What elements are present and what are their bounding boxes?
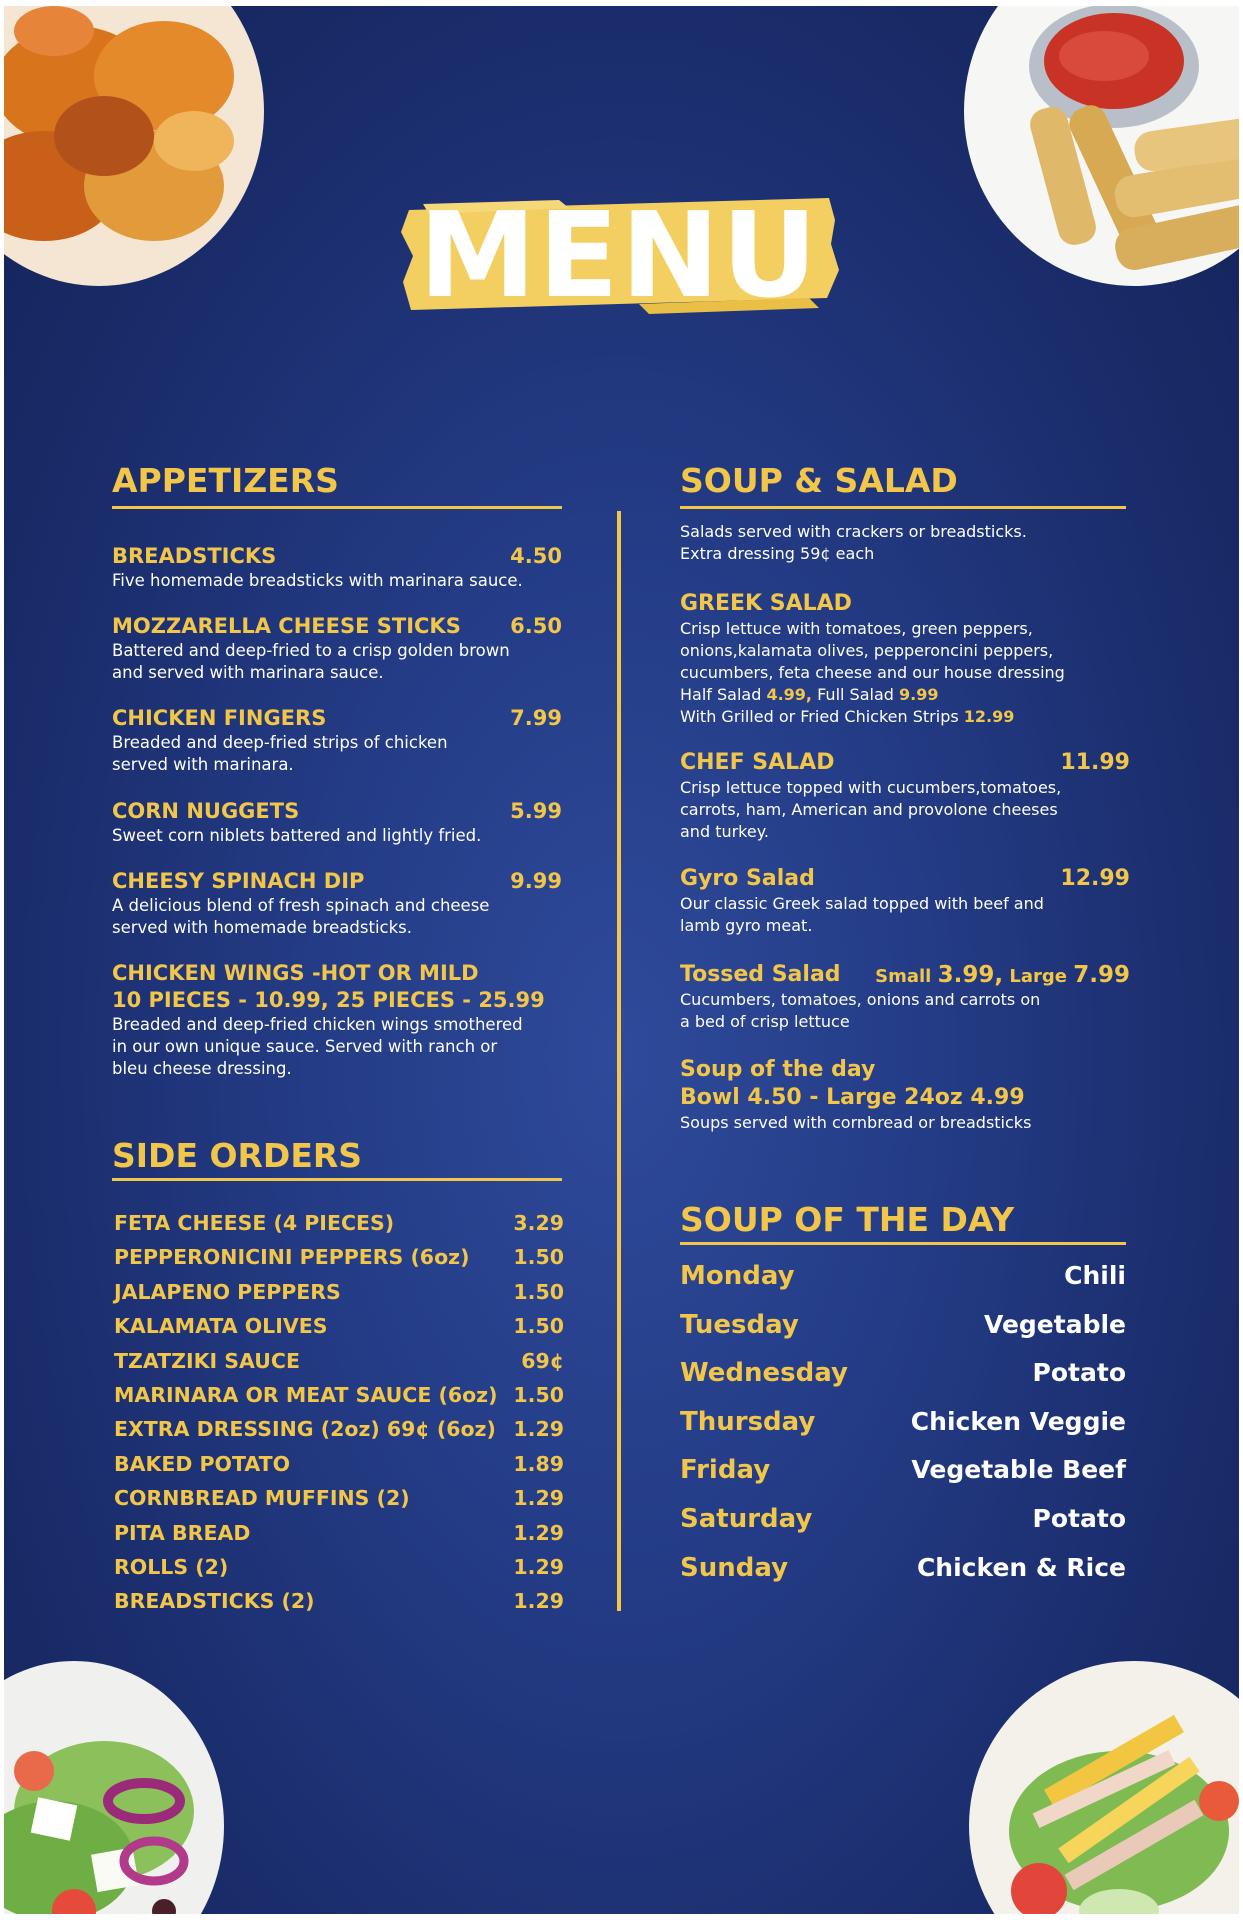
item-price: 11.99 [1060,750,1130,775]
side-price: 3.29 [513,1211,564,1235]
small-label: Small [875,966,938,987]
item-description: Cucumbers, tomatoes, onions and carrots on [680,990,1041,1009]
list-item [114,1309,564,1343]
side-name: CORNBREAD MUFFINS (2) [114,1486,410,1511]
day-soup: Chicken & Rice [916,1552,1126,1582]
list-item [114,1516,564,1550]
item-name: CHEESY SPINACH DIP [112,869,365,893]
small-price: 3.99, [937,962,1004,988]
item-description: Crisp lettuce topped with cucumbers,tomatoes, [680,778,1062,797]
day-soup: Vegetable Beef [911,1455,1126,1485]
list-item [114,1481,564,1515]
side-name: KALAMATA OLIVES [114,1314,328,1339]
side-orders-underline [112,1178,562,1181]
item-price: 5.99 [510,799,562,823]
side-orders-list [114,1206,564,1619]
greek-salad-item [680,590,1130,728]
side-price: 1.50 [513,1314,564,1339]
item-description: Crisp lettuce with tomatoes, green peppers, [680,619,1033,638]
day-soup: Chili [1064,1261,1126,1290]
item-description: onions,kalamata olives, pepperoncini peppers, [680,641,1054,660]
list-item [114,1550,564,1584]
item-name: Soup of the day [680,1057,876,1082]
item-name: GREEK SALAD [680,591,852,616]
menu-title-block [399,186,839,324]
menu-title: MENU [418,186,820,324]
item-name: MOZZARELLA CHEESE STICKS [112,614,461,638]
side-name: FETA CHEESE (4 PIECES) [114,1211,395,1235]
list-item [680,1402,1126,1451]
appetizer-cheesy-spinach-dip [112,868,562,939]
grilled-price: 12.99 [963,707,1015,726]
item-description: carrots, ham, American and provolone cheeses [680,800,1058,819]
item-description: A delicious blend of fresh spinach and cheese [112,896,490,915]
list-item [114,1378,564,1412]
soup-salad-underline [680,506,1126,509]
greek-chicken-price [680,706,1130,728]
list-item [114,1275,564,1309]
list-item [114,1584,564,1618]
side-price: 1.50 [513,1245,564,1270]
side-price: 1.50 [513,1382,564,1407]
side-price: 1.29 [513,1554,564,1579]
list-item [680,1450,1126,1499]
side-price: 1.50 [513,1279,564,1304]
soup-salad-heading: SOUP & SALAD [680,461,958,500]
chef-salad-item [680,749,1130,843]
menu-page [4,6,1239,1914]
appetizer-corn-nuggets [112,798,562,847]
list-item [680,1548,1126,1597]
day-soup: Vegetable [983,1309,1126,1339]
greek-salad-photo [4,1661,224,1914]
item-description: Battered and deep-fried to a crisp golden brown [112,641,510,660]
day-name: Monday [680,1261,795,1291]
greek-size-prices [680,684,1130,706]
soup-schedule [680,1256,1126,1596]
day-name: Friday [680,1455,771,1486]
side-name: BREADSTICKS (2) [114,1589,315,1614]
list-item [680,1353,1126,1402]
soup-salad-intro [680,521,1130,565]
item-description: Soups served with cornbread or breadsticks [680,1113,1032,1132]
list-item [114,1206,564,1240]
grilled-label: With Grilled or Fried Chicken Strips [680,707,964,726]
day-soup: Potato [1032,1503,1126,1533]
side-price: 1.29 [513,1417,564,1442]
side-price: 1.29 [513,1589,564,1614]
day-soup: Potato [1032,1358,1126,1388]
full-label: Full Salad [812,685,899,704]
side-price: 1.29 [513,1486,564,1511]
large-label: Large [1003,966,1074,987]
side-price: 69¢ [521,1348,564,1373]
intro-line: Extra dressing 59¢ each [680,544,875,563]
column-divider [617,511,621,1611]
item-name: CHICKEN FINGERS [112,706,327,730]
item-description: and turkey. [680,822,769,841]
item-price [875,961,1130,991]
item-name: BREADSTICKS [112,544,277,568]
side-name: TZATZIKI SAUCE [114,1348,300,1373]
item-description: cucumbers, feta cheese and our house dressing [680,663,1065,682]
side-orders-heading: SIDE ORDERS [112,1136,363,1175]
side-name: EXTRA DRESSING (2oz) 69¢ (6oz) [114,1417,496,1442]
side-name: BAKED POTATO [114,1451,291,1476]
gyro-salad-item [680,865,1130,937]
item-description: and served with marinara sauce. [112,663,384,682]
side-name: MARINARA OR MEAT SAUCE (6oz) [114,1382,498,1407]
item-description: served with marinara. [112,755,294,774]
item-sizes: Bowl 4.50 - Large 24oz 4.99 [680,1085,1025,1110]
list-item [114,1240,564,1274]
day-name: Saturday [680,1503,813,1534]
item-description: in our own unique sauce. Served with ranch or [112,1037,498,1056]
list-item [114,1447,564,1481]
side-name: JALAPENO PEPPERS [114,1279,341,1304]
appetizer-breadsticks [112,543,562,592]
list-item [680,1305,1126,1354]
large-price: 7.99 [1073,962,1130,988]
item-price: 6.50 [510,614,562,638]
item-description: lamb gyro meat. [680,916,813,935]
item-name: CHICKEN WINGS -HOT OR MILD [112,961,479,985]
appetizer-chicken-fingers [112,705,562,776]
intro-line: Salads served with crackers or breadsticks. [680,522,1027,541]
appetizers-underline [112,506,562,509]
item-description: served with homemade breadsticks. [112,918,412,937]
list-item [680,1256,1126,1305]
list-item [114,1412,564,1446]
soup-of-day-heading: SOUP OF THE DAY [680,1200,1015,1239]
full-price: 9.99 [899,685,939,704]
chef-salad-photo [969,1661,1239,1914]
appetizer-mozzarella-sticks [112,613,562,684]
item-description: Our classic Greek salad topped with beef and [680,894,1044,913]
item-name: CHEF SALAD [680,750,835,775]
item-description: Sweet corn niblets battered and lightly fried. [112,826,482,845]
appetizers-heading: APPETIZERS [112,461,339,500]
mozzarella-sticks-photo [964,6,1239,286]
item-price: 9.99 [510,869,562,893]
side-name: ROLLS (2) [114,1554,229,1579]
item-description: bleu cheese dressing. [112,1059,292,1078]
soup-of-day-item [680,1056,1130,1134]
side-price: 1.89 [513,1451,564,1476]
list-item [114,1344,564,1378]
list-item [680,1499,1126,1548]
side-price: 1.29 [513,1520,564,1545]
day-soup: Chicken Veggie [910,1406,1126,1436]
day-name: Thursday [680,1406,816,1437]
appetizer-chicken-wings [112,960,562,1080]
side-name: PEPPERONICINI PEPPERS (6oz) [114,1245,470,1270]
item-price: 4.50 [510,544,562,568]
day-name: Tuesday [680,1309,799,1340]
item-sizes: 10 PIECES - 10.99, 25 PIECES - 25.99 [112,988,545,1012]
side-name: PITA BREAD [114,1520,251,1545]
item-description: Five homemade breadsticks with marinara sauce. [112,571,523,590]
day-name: Wednesday [680,1358,848,1389]
day-name: Sunday [680,1552,789,1583]
item-name: Tossed Salad [680,962,841,987]
tossed-salad-item [680,961,1130,1033]
chicken-wings-photo [4,6,264,286]
item-description: Breaded and deep-fried strips of chicken [112,733,448,752]
soup-of-day-underline [680,1242,1126,1245]
item-name: CORN NUGGETS [112,799,300,823]
item-name: Gyro Salad [680,866,815,891]
half-price: 4.99, [766,685,813,704]
item-price: 7.99 [510,706,562,730]
item-description: Breaded and deep-fried chicken wings smothered [112,1015,523,1034]
item-description: a bed of crisp lettuce [680,1012,850,1031]
half-label: Half Salad [680,685,767,704]
item-price: 12.99 [1060,866,1130,891]
